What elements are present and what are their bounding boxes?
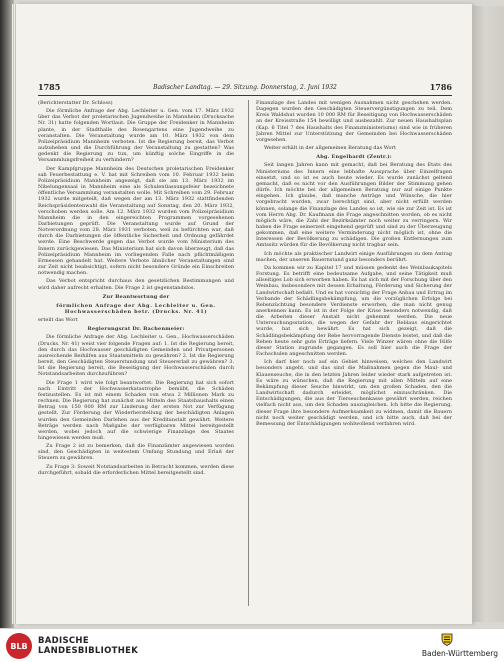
paragraph: Zu Frage 2 ist zu bemerken, daß die Finanzämter angewiesen worden sind, den Geschädigten in weitestem Umfang Stundung und Erlaß der Steuern zu gewähren. — [38, 443, 234, 462]
paragraph: Zu Frage 3: Soweit Notstandsarbeiten in Betracht kommen, werden diese durchgeführt, sobald die erforderlichen Mittel bereitgestellt sind. — [38, 463, 234, 476]
section-heading: Regierungsrat Dr. Bachenmeier: — [87, 326, 185, 333]
library-name-line1: BADISCHE — [38, 636, 89, 646]
left-text-column — [38, 100, 234, 612]
paragraph: Die förmliche Anfrage der Abg. Lechleiter u. Gen. vom 17. März 1932 über das Verbot der proletarischen Jugendweihe in Mannheim (Drucksache Nr. 31) hatte folgenden Wortlaut: Die Gruppe der Freidenker in Mannheim plante, in der Stadthalle des Rosengartens eine Jugendweihe zu veranstalten. Die Veranstaltung wurde am 10. März 1932 von dem Polizeipräsidium Mannheim verboten. Ist die Regierung bereit, das Verbot aufzuheben und die Durchführung der Veranstaltung zu gestatten? Was gedenkt die Regierung zu tun, um künftig solche Eingriffe in die Versammlungsfreiheit zu verhindern? — [38, 108, 234, 164]
library-name[interactable] — [38, 636, 138, 656]
baden-wuerttemberg-crest-icon — [440, 632, 454, 646]
section-heading: Abg. Engelhardt (Zentr.): — [316, 154, 392, 161]
partner-name: Baden-Württemberg — [421, 649, 498, 658]
viewer-footer — [0, 628, 504, 662]
right-text-column — [256, 100, 452, 612]
blb-logo-text: BLB — [10, 641, 28, 651]
paragraph: Das Verbot entspricht durchaus den gesetzlichen Bestimmungen und wird daher aufrecht erhalten. Die Frage 2 ist gegenstandslos. — [38, 278, 234, 291]
right-page-edge — [472, 6, 504, 622]
inquiry-title: förmlichen Anfrage der Abg. Lechleiter u. Gen. Hochwasserschäden betr. (Drucks. Nr. 41) — [56, 302, 216, 315]
page-number-right: 1786 — [429, 82, 452, 92]
paragraph: Finanzlage des Landes mit wenigen Ausnahmen nicht geschehen werden. Dagegen wurden den Geschädigten Steuervergünstigungen zu teil. Dem Kreis Waldshut wurden 10 000 RM für Beseitigung von Hochwasserschäden an der Kreisstraße 154 bewilligt und ausbezahlt. Zur neuen Haushaltsplan (Kap. 6 Titel 7 des Haushalts des Finanzministeriums) sind wie in früheren Jahren Mittel zur Unterstützung der Gemeinden bei Hochwasserschäden vorgesehen. — [256, 100, 452, 143]
paragraph: (Berichterstatter Dr. Schloss) — [38, 100, 113, 106]
page-number-left: 1785 — [38, 82, 61, 92]
paragraph: Weiter erhält in der allgemeinen Beratung das Wort — [264, 145, 396, 152]
page-header — [38, 80, 452, 94]
paragraph: Seit langen Jahren kann mit gemacht, daß bei Beratung des Etats des Ministeriums des Innern eine lebhafte Aussprache über Einzelfragen einsetzt, und so ist es auch heute wieder. Es wurde zunächst geltend gemacht, daß es nicht vor den Ausführungen Bilder der Stimmung gehen dürfe. Ich möchte bei der allgemeinen Beratung nur auf einige Punkte eingehen. Ich glaube, daß manche Anträge und Wünsche, die hier vorgebracht wurden, zwar berechtigt sind, aber nicht erfüllt werden können, solange die Finanzlage des Landes so ist, wie sie zur Zeit ist. Es ist vom Herrn Abg. Dr. Kaufmann die Frage angeschnitten worden, ob es nicht möglich wäre, die Zahl der Bezirksämter noch weiter zu verringern. Wir haben die Frage seinerzeit eingehend geprüft und sind zu der Überzeugung gekommen, daß eine weitere Verminderung nicht möglich ist, ohne die Interessen der Bevölkerung zu schädigen. Die großen Entfernungen zum Amtssitz würden für die Bevölkerung nicht tragbar sein. — [256, 162, 452, 249]
paragraph: Die Frage 1 wird wie folgt beantwortet: Die Regierung hat sich sofort nach Eintritt der Hochwasserkatastrophe bemüht, die Schäden festzustellen. Es ist mit einem Schaden von etwa 2 Millionen Mark zu rechnen. Die Regierung hat zunächst aus Mitteln des Staatshaushalts einen Betrag von 150 000 RM zur Linderung der ersten Not zur Verfügung gestellt. Zur Förderung der Wiederherstellung der beschädigten Anlagen wurden den Gemeinden Darlehen aus der Kreditanstalt gewährt. Weitere Beträge werden nach Maßgabe der verfügbaren Mittel bereitgestellt werden, wobei jedoch auf die schwierige Finanzlage des Staates hingewiesen werden muß. — [38, 379, 234, 441]
header-title: Badischer Landtag. — 29. Sitzung. Donnerstag, 2. Juni 1932 — [153, 83, 337, 91]
paragraph: Da kommen wir zu Kapitel 17 und müssen gedenkt des Weinbaukapitels Forstung. Es betrifft eine bedeutsame Aufgabe, und seine Tätigkeit muß allseitiges Lob sich erworben haben. Es hat sich mit der Forschung über den Weinbau, insbesondere mit dessen Erhaltung, Förderung und Sicherung der Landwirtschaft befaßt. Und es hat vorsichtig der Frage Anbau und Ertrag im Verbande der Schädlingsbekämpfung, um die vorzüglichen Erfolge bei Rebenzüchtung besondere Verdienste erworben, die man nicht genug anerkennen kann. Es ist in der Folge der Krise besonders notwendig, daß die Arbeiten dieser Anstalt nicht gehemmt werden. Die neue Untersuchungsstation, die wegen der Gefahr der Reblaus eingerichtet wurde, hat sich bewährt. Es hat sich gezeigt, daß die Schädlingsbekämpfung der Rebe hervorragende Dienste leistet, und daß die Reben heute sehr gute Erträge liefern. Viele Winzer wären ohne die Hilfe dieser Station zugrunde gegangen. Es soll hier auch die Frage der Fachschulen angeschnitten werden. — [256, 264, 452, 358]
paragraph: Die förmliche Anfrage der Abg. Lechleiter u. Gen., Hochwasserschäden (Drucks. Nr. 41) weist vier folgende Fragen auf: 1. Ist die Regierung bereit, den durch das Hochwasser geschädigten Gemeinden und Privatpersonen ausreichende Beihilfen aus Staatsmitteln zu gewähren? 2. Ist die Regierung bereit, den Geschädigten Steuerstundung und Steuererlaß zu gewähren? 3. Ist die Regierung bereit, die Beseitigung der Hochwasserschäden durch Notstandsarbeiten durchzuführen? — [38, 334, 234, 378]
blb-logo[interactable] — [6, 633, 32, 659]
paragraph: erteilt das Wort — [38, 317, 78, 324]
paragraph: Ich möchte als praktischer Landwirt einige Ausführungen zu dem Antrag machen, der unseren Bauernstand ganz besonders berührt. — [256, 250, 452, 263]
column-divider — [248, 100, 249, 606]
section-heading: Zur Beantwortung der — [102, 293, 170, 300]
library-name-line2: LANDESBIBLIOTHEK — [38, 646, 139, 656]
header-rule — [38, 95, 452, 96]
paragraph: Der Kampfgruppe Mannheim des Deutschen proletarischen Freidenker sah Feuerbestattung e. V. hat mit Schreiben vom 10. Februar 1932 beim Polizeipräsidium Mannheim angezeigt, daß sie am 13. März 1932 im Nibelungensaal in Mannheim eine als Schulentlassungsfeier bezeichnete öffentliche Versammlung veranstalten wolle. Mit Schreiben vom 29. Februar 1932 wurde mitgeteilt, daß wegen der am 13. März 1932 stattfindenden Reichspräsidentenwahl die Veranstaltung auf Sonntag, den 20. März 1932, verschoben werden solle. Am 12. März 1932 wurden vom Polizeipräsidium Mannheim die in den eingereichten Programmen vorgesehenen Darbietungen geprüft. Die Veranstaltung wurde auf Grund der Notverordnung vom 28. März 1931 verboten, weil zu befürchten war, daß durch die Darbietungen die öffentliche Sicherheit und Ordnung gefährdet werde. Eine Beschwerde gegen das Verbot wurde vom Ministerium des Innern zurückgewiesen. Das Ministerium hat sich davon überzeugt, daß das Polizeipräsidium Mannheim im vorliegenden Falle nach pflichtmäßigem Ermessen gehandelt hat. Weitere Verbote ähnlicher Veranstaltungen sind zur Zeit nicht beabsichtigt, sofern nicht besondere Gründe ein Einschreiten notwendig machen. — [38, 165, 234, 277]
paragraph: Ich darf hier noch auf ein Gebiet hinweisen, welches den Landwirt besonders angeht, und das sind die Maßnahmen gegen die Maul- und Klauenseuche, die in den letzten Jahren leider wieder stark aufgetreten ist. Es wäre zu wünschen, daß die Regierung mit allen Mitteln auf eine Bekämpfung dieser Seuche hinwirkt, um den großen Schaden, den die Landwirtschaft dadurch erleidet, möglichst einzuschränken. Die Entschädigungen, die aus der Tierseuchenkasse gewährt werden, reichen vielfach nicht aus, um den Schaden auszugleichen. Ich bitte die Regierung, dieser Frage ihre besondere Aufmerksamkeit zu widmen, damit die Bauern nicht noch weiter geschädigt werden, und ich bitte auch, daß bei der Bemessung der Entschädigungen wohlwollend verfahren wird. — [256, 359, 452, 427]
